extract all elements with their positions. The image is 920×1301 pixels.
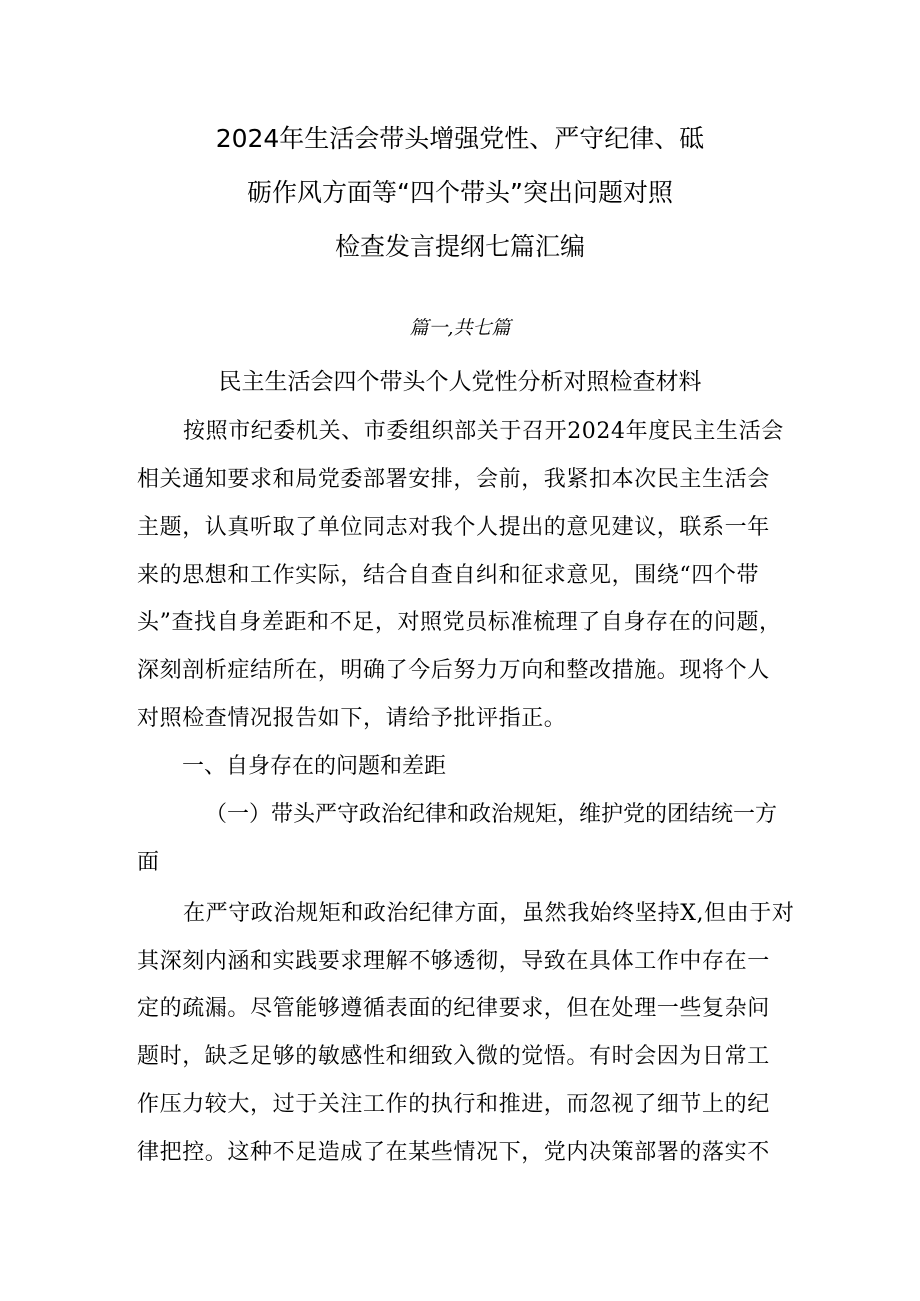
paragraph-line: 头”查找自身差距和不足，对照党员标准梳理了自身存在的问题， [137, 610, 782, 635]
paragraph-line: 深刻剖析症结所在，明确了今后努力万向和整改措施。现将个人 [137, 658, 770, 683]
paragraph-line: 主题，认真听取了单位同志对我个人提出的意见建议，联系一年 [137, 515, 770, 540]
paragraph-line: 其深刻内涵和实践要求理解不够透彻，导致在具体工作中存在一 [137, 949, 770, 974]
paragraph-line: 对照检查情况报告如下，请给予批评指正。 [137, 706, 567, 731]
paragraph-line: 定的疏漏。尽管能够遵循表面的纪律要求，但在处理一些复杂问 [137, 996, 770, 1021]
paragraph-line: 来的思想和工作实际，结合自查自纠和征求意见，围绕“四个带 [137, 563, 760, 588]
subsection-heading: （一）带头严守政治纪律和政治规矩，维护党的团结统一方 [205, 802, 778, 827]
paragraph-line: 相关通知要求和局党委部署安排，会前，我紧扣本次民主生活会 [137, 467, 770, 492]
title-line: 2024年生活会带头增强党性、严守纪律、砥 [215, 124, 705, 153]
title-line: 砺作风方面等“四个带头”突出问题对照 [247, 178, 673, 207]
paragraph-line: 题时，缺乏足够的敏感性和细致入微的觉悟。有时会因为日常工 [137, 1044, 770, 1069]
paragraph-line: 作压力较大，过于关注工作的执行和推进，而忽视了细节上的纪 [137, 1092, 770, 1117]
document-title [0, 112, 920, 274]
paragraph-line: 在严守政治规矩和政治纪律方面，虽然我始终坚持X,但由于对 [183, 901, 795, 926]
title-line: 检查发言提纲七篇汇编 [334, 232, 585, 261]
subsection-heading-continued: 面 [137, 850, 160, 875]
paragraph-line: 按照市纪委机关、市委组织部关于召开2024年度民主生活会 [183, 419, 784, 444]
part-label: 篇一,共七篇 [409, 317, 511, 339]
section-title: 民主生活会四个带头个人党性分析对照检查材料 [218, 369, 702, 395]
paragraph-line: 律把控。这种不足造成了在某些情况下，党内决策部署的落实不 [137, 1140, 770, 1165]
section-heading: 一、自身存在的问题和差距 [182, 754, 447, 779]
